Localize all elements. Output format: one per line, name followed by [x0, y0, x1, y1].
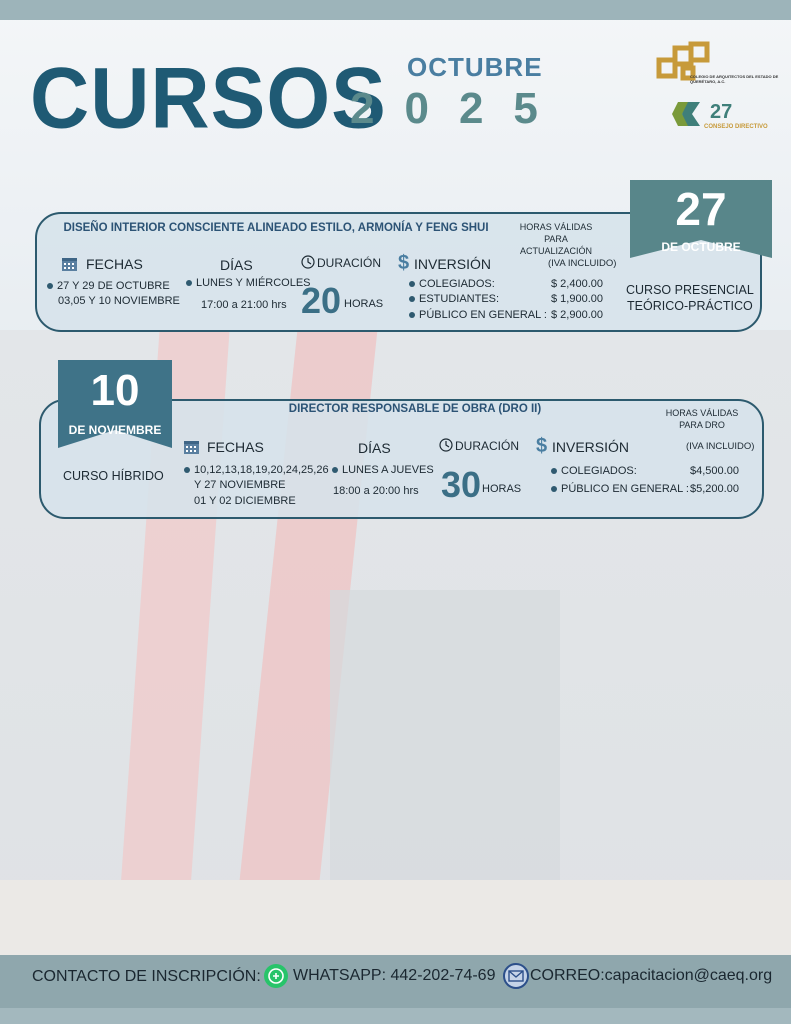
price-label: COLEGIADOS: — [409, 278, 495, 290]
dias-value: LUNES A JUEVES — [332, 464, 434, 476]
date-flag — [58, 360, 172, 448]
price-value: $ 1,900.00 — [551, 293, 603, 305]
flag-day: 27 — [675, 183, 727, 235]
bullet-icon — [47, 283, 53, 289]
calendar-icon — [61, 255, 78, 277]
bullet-icon — [409, 281, 415, 287]
top-stripe — [0, 0, 791, 20]
background-ground — [0, 880, 791, 960]
clock-icon — [301, 255, 315, 274]
course-title: DISEÑO INTERIOR CONSCIENTE ALINEADO ESTILO, ARMONÍA Y FENG SHUI — [63, 222, 489, 234]
consejo-directivo-logo — [672, 96, 768, 132]
fechas-line: Y 27 NOVIEMBRE — [194, 479, 286, 491]
page-title: CURSOS — [30, 51, 387, 147]
iva-note: (IVA INCLUIDO) — [686, 441, 755, 452]
flag-month: DE OCTUBRE — [661, 240, 741, 254]
clock-icon — [439, 438, 453, 457]
duracion-value: 30 — [441, 464, 482, 505]
logo2-text: CONSEJO DIRECTIVO — [704, 124, 768, 130]
fechas-line: 27 Y 29 DE OCTUBRE — [47, 280, 170, 292]
price-label: PÚBLICO EN GENERAL : — [409, 309, 547, 321]
hours-note: HORAS VÁLIDAS PARA DRO — [665, 408, 739, 430]
year-label: 2025 — [350, 84, 568, 133]
bottom-stripe — [0, 1008, 791, 1024]
mail-icon[interactable] — [503, 963, 529, 989]
bullet-icon — [551, 468, 557, 474]
iva-note: (IVA INCLUIDO) — [548, 258, 617, 269]
price-value: $ 2,400.00 — [551, 278, 603, 290]
dollar-icon: $ — [536, 435, 548, 457]
dias-time: 17:00 a 21:00 hrs — [201, 299, 287, 311]
duracion-label: DURACIÓN — [317, 256, 382, 270]
fechas-label: FECHAS — [207, 439, 264, 455]
flag-month: DE NOVIEMBRE — [68, 423, 162, 437]
background-glass-entrance — [330, 590, 560, 890]
contact-label: CONTACTO DE INSCRIPCIÓN: — [32, 968, 261, 985]
fechas-line: 03,05 Y 10 NOVIEMBRE — [58, 295, 180, 307]
price-value: $ 2,900.00 — [551, 309, 603, 321]
dias-label: DÍAS — [358, 440, 391, 456]
bullet-icon — [184, 467, 190, 473]
price-value: $5,200.00 — [690, 483, 739, 495]
hours-note: HORAS VÁLIDAS PARA ACTUALIZACIÓN — [519, 222, 593, 256]
price-value: $4,500.00 — [690, 465, 739, 477]
price-label: PÚBLICO EN GENERAL : — [551, 483, 689, 495]
whatsapp-icon[interactable] — [264, 964, 288, 988]
month-label: OCTUBRE — [407, 52, 543, 82]
bullet-icon — [332, 467, 338, 473]
duracion-label: DURACIÓN — [455, 439, 520, 453]
duracion-value: 20 — [301, 280, 342, 321]
bullet-icon — [551, 486, 557, 492]
inversion-label: INVERSIÓN — [552, 439, 630, 455]
course-title: DIRECTOR RESPONSABLE DE OBRA (DRO II) — [288, 403, 542, 415]
price-label: ESTUDIANTES: — [409, 293, 499, 305]
bullet-icon — [409, 312, 415, 318]
duracion-unit: HORAS — [482, 483, 522, 495]
modality: CURSO HÍBRIDO — [63, 469, 164, 483]
calendar-icon — [183, 438, 200, 460]
dollar-icon: $ — [398, 252, 410, 274]
modality-line: CURSO PRESENCIAL — [626, 283, 754, 297]
email-link[interactable]: CORREO:capacitacion@caeq.org — [530, 967, 773, 984]
date-flag — [630, 180, 772, 258]
logo2-number: 27 — [710, 101, 733, 123]
price-label: COLEGIADOS: — [551, 465, 637, 477]
fechas-line: 01 Y 02 DICIEMBRE — [194, 495, 296, 507]
modality-line: TEÓRICO-PRÁCTICO — [627, 299, 753, 313]
dias-value: LUNES Y MIÉRCOLES — [186, 277, 311, 289]
bullet-icon — [409, 296, 415, 302]
bullet-icon — [186, 280, 192, 286]
inversion-label: INVERSIÓN — [414, 256, 492, 272]
duracion-unit: HORAS — [344, 298, 384, 310]
flag-day: 10 — [90, 366, 140, 415]
fechas-label: FECHAS — [86, 256, 143, 272]
dias-label: DÍAS — [220, 257, 253, 273]
whatsapp-link[interactable]: WHATSAPP: 442-202-74-69 — [293, 967, 496, 984]
dias-time: 18:00 a 20:00 hrs — [333, 485, 419, 497]
fechas-line: 10,12,13,18,19,20,24,25,26 — [184, 464, 329, 476]
logo-text: COLEGIO DE ARQUITECTOS DEL ESTADO DE QUERÉTARO, A.C. — [690, 74, 779, 84]
